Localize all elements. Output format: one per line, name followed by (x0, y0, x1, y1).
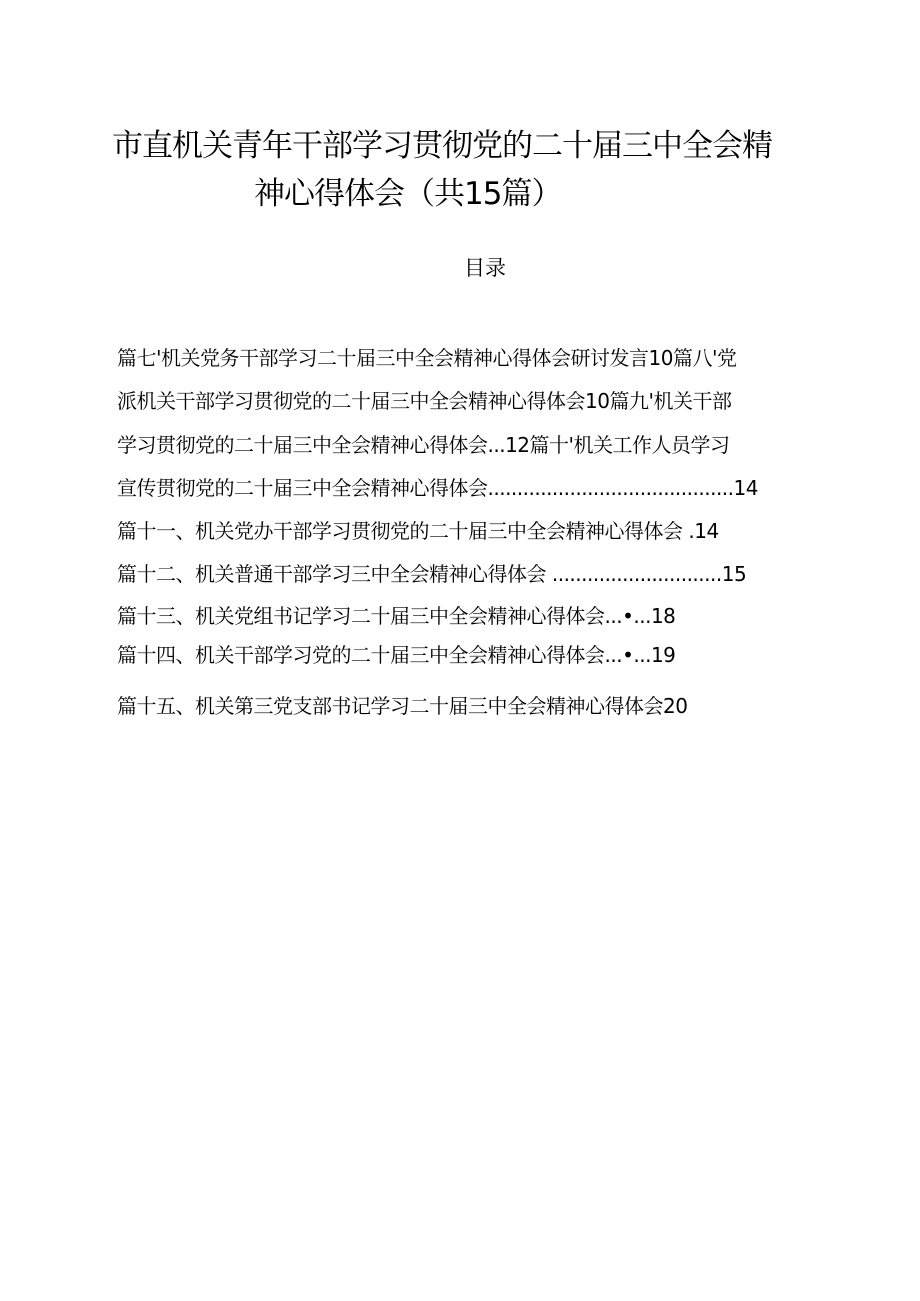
toc-line-4[interactable]: 宣传贯彻党的二十届三中全会精神心得体会..........................................14 (117, 476, 758, 500)
document-title (112, 122, 852, 218)
toc-line-5[interactable]: 篇十一、机关党办干部学习贯彻党的二十届三中全会精神心得体会 .14 (117, 519, 719, 543)
toc-line-9[interactable]: 篇十五、机关第三党支部书记学习二十届三中全会精神心得体会20 (117, 694, 688, 718)
toc-heading: 目录 (464, 256, 506, 280)
toc-line-2[interactable]: 派机关干部学习贯彻党的二十届三中全会精神心得体会10篇九'机关干部 (117, 389, 732, 413)
toc-line-3[interactable]: 学习贯彻党的二十届三中全会精神心得体会...12篇十'机关工作人员学习 (117, 433, 730, 457)
title-line-1: 市直机关青年干部学习贯彻党的二十届三中全会精 (112, 128, 772, 164)
toc-line-7[interactable]: 篇十三、机关党组书记学习二十届三中全会精神心得体会...•...18 (117, 604, 676, 628)
toc-line-1[interactable]: 篇七'机关党务干部学习二十届三中全会精神心得体会研讨发言10篇八'党 (117, 346, 737, 370)
title-line-2: 神心得体会（共15篇） (254, 176, 562, 212)
toc-line-8[interactable]: 篇十四、机关干部学习党的二十届三中全会精神心得体会...•...19 (117, 643, 676, 667)
toc-line-6[interactable]: 篇十二、机关普通干部学习三中全会精神心得体会 .............................15 (117, 562, 747, 586)
